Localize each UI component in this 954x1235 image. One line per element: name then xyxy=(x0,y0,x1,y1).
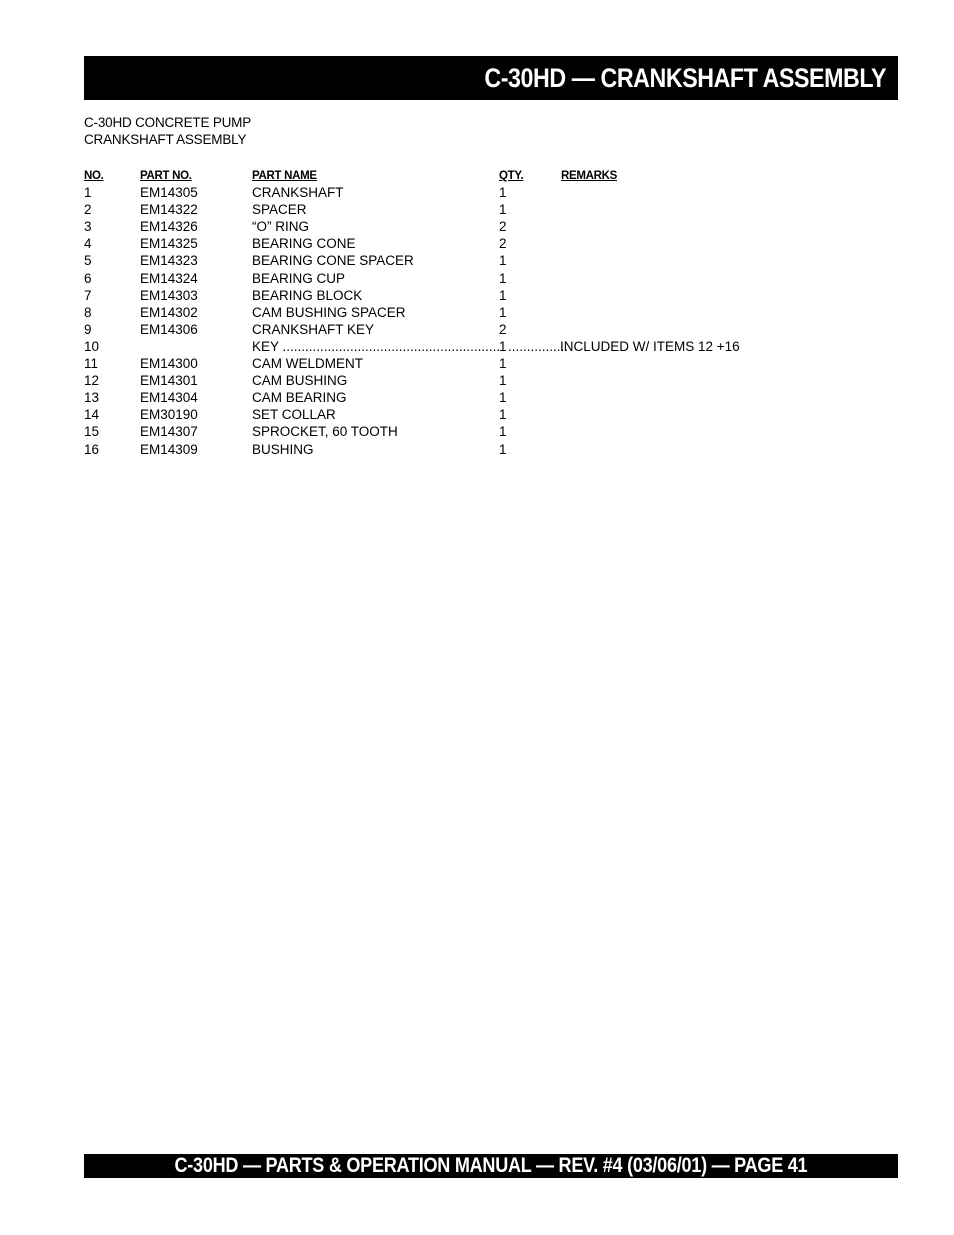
table-row xyxy=(84,287,784,304)
part-name-cell: CRANKSHAFT KEY xyxy=(252,321,375,337)
qty-cell: 2 xyxy=(499,321,507,337)
part-number-index: 5 xyxy=(84,253,92,269)
table-row xyxy=(84,338,784,355)
qty-cell: 1 xyxy=(499,202,507,218)
part-number-index: 13 xyxy=(84,390,100,406)
qty-cell: 1 xyxy=(499,424,507,440)
part-number-index: 6 xyxy=(84,270,92,286)
column-header-part-name: PART NAME xyxy=(252,170,317,182)
qty-cell: 1 xyxy=(499,390,507,406)
qty-cell: 1 xyxy=(499,441,507,457)
part-name-cell: CAM BEARING xyxy=(252,390,347,406)
part-no-cell: EM14305 xyxy=(140,185,198,201)
qty-cell: 1 xyxy=(499,373,507,389)
page-title: C-30HD — CRANKSHAFT ASSEMBLY xyxy=(484,62,886,93)
part-name-cell: BEARING CUP xyxy=(252,270,346,286)
part-number-index: 2 xyxy=(84,202,92,218)
qty-cell: 1 xyxy=(499,407,507,423)
part-number-index: 10 xyxy=(84,338,100,354)
part-number-index: 15 xyxy=(84,424,100,440)
qty-cell: 1 xyxy=(499,253,507,269)
part-name-cell: KEY ..... xyxy=(252,338,499,355)
page-footer-bar xyxy=(84,1154,898,1178)
part-name-cell: SPROCKET, 60 TOOTH xyxy=(252,424,398,440)
subtitle-line-1: C-30HD CONCRETE PUMP xyxy=(84,115,252,130)
table-row xyxy=(84,321,784,338)
part-no-cell: EM14323 xyxy=(140,253,198,269)
remarks-cell: INCLUDED W/ ITEMS 12 +16 xyxy=(560,338,740,354)
part-no-cell: EM14324 xyxy=(140,270,198,286)
part-number-index: 8 xyxy=(84,304,92,320)
part-no-cell: EM14306 xyxy=(140,321,198,337)
part-number-index: 7 xyxy=(84,287,92,303)
page-footer: C-30HD — PARTS & OPERATION MANUAL — REV. #4 (03/06/01) — PAGE 41 xyxy=(174,1154,808,1177)
leader-dots xyxy=(508,338,568,355)
part-no-cell: EM14325 xyxy=(140,236,198,252)
qty-cell: 2 xyxy=(499,236,507,252)
part-number-index: 16 xyxy=(84,441,100,457)
part-name-cell: BEARING BLOCK xyxy=(252,287,363,303)
table-row xyxy=(84,201,784,218)
table-row xyxy=(84,423,784,440)
part-name-cell: CAM WELDMENT xyxy=(252,356,363,372)
part-name-cell: BEARING CONE SPACER xyxy=(252,253,414,269)
column-header-no: NO. xyxy=(84,170,104,182)
part-no-cell: EM14302 xyxy=(140,304,198,320)
column-header-qty: QTY. xyxy=(499,170,524,182)
part-number-index: 9 xyxy=(84,321,92,337)
part-no-cell: EM14322 xyxy=(140,202,198,218)
table-row xyxy=(84,372,784,389)
part-number-index: 14 xyxy=(84,407,100,423)
part-number-index: 11 xyxy=(84,356,99,372)
part-no-cell: EM14307 xyxy=(140,424,198,440)
part-number-index: 4 xyxy=(84,236,92,252)
part-name-cell: SET COLLAR xyxy=(252,407,336,423)
part-name-cell: CAM BUSHING SPACER xyxy=(252,304,406,320)
part-no-cell: EM14304 xyxy=(140,390,198,406)
part-no-cell: EM14309 xyxy=(140,441,198,457)
part-number-index: 1 xyxy=(84,185,92,201)
qty-cell: 1 xyxy=(499,356,507,372)
parts-table xyxy=(84,167,784,458)
part-no-cell: EM14326 xyxy=(140,219,198,235)
table-header-row xyxy=(84,167,784,184)
table-row xyxy=(84,235,784,252)
part-name-cell: SPACER xyxy=(252,202,307,218)
part-no-cell: EM14301 xyxy=(140,373,198,389)
section-subtitle xyxy=(84,114,251,148)
part-no-cell: EM30190 xyxy=(140,407,198,423)
part-no-cell: EM14300 xyxy=(140,356,198,372)
qty-cell: 1 xyxy=(499,338,507,354)
qty-cell: 1 xyxy=(499,270,507,286)
column-header-remarks: REMARKS xyxy=(561,170,618,182)
table-row xyxy=(84,218,784,235)
table-body xyxy=(84,184,784,458)
column-header-part-no: PART NO. xyxy=(140,170,192,182)
part-number-index: 12 xyxy=(84,373,100,389)
part-name-cell: CAM BUSHING xyxy=(252,373,348,389)
part-name-cell: CRANKSHAFT xyxy=(252,185,344,201)
part-name-cell: BEARING CONE xyxy=(252,236,356,252)
part-name-cell: “O” RING xyxy=(252,219,309,235)
qty-cell: 1 xyxy=(499,287,507,303)
table-row xyxy=(84,184,784,201)
table-row xyxy=(84,304,784,321)
table-row xyxy=(84,270,784,287)
table-row xyxy=(84,406,784,423)
qty-cell: 1 xyxy=(499,304,507,320)
table-row xyxy=(84,252,784,269)
page-header-bar xyxy=(84,56,898,100)
table-row xyxy=(84,389,784,406)
part-number-index: 3 xyxy=(84,219,92,235)
qty-cell: 1 xyxy=(499,185,507,201)
part-name-cell: BUSHING xyxy=(252,441,314,457)
part-no-cell: EM14303 xyxy=(140,287,198,303)
table-row xyxy=(84,355,784,372)
qty-cell: 2 xyxy=(499,219,507,235)
table-row xyxy=(84,441,784,458)
subtitle-line-2: CRANKSHAFT ASSEMBLY xyxy=(84,132,247,147)
